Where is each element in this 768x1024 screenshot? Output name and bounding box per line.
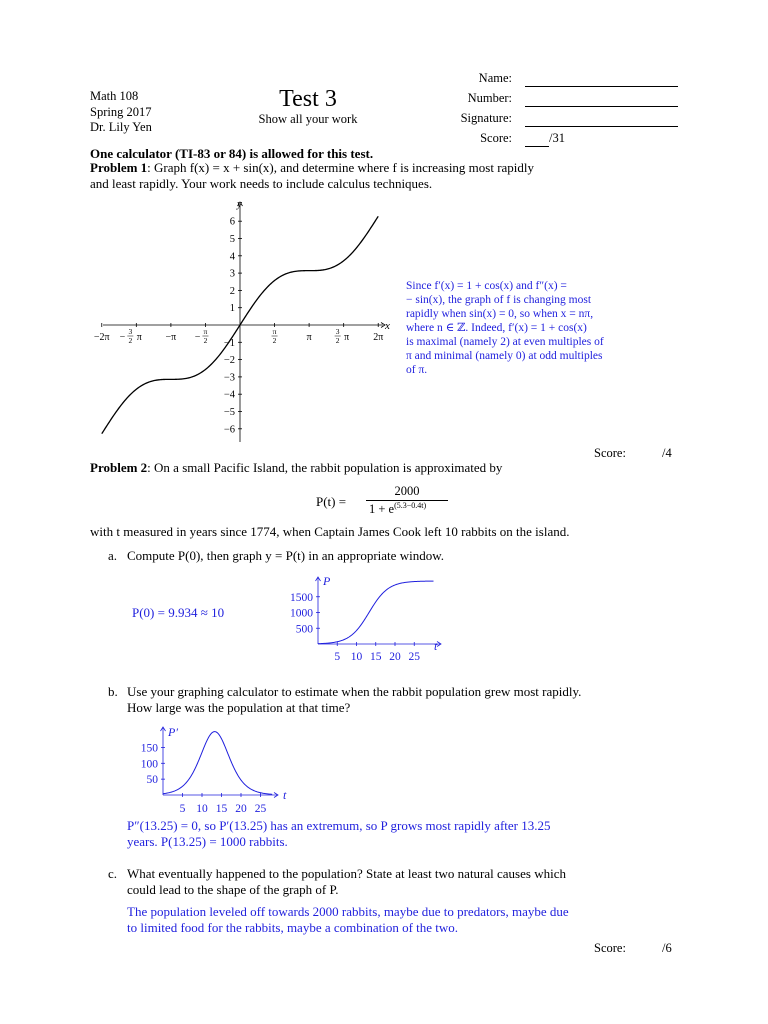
x-tick-label — [120, 327, 142, 345]
problem2-text: : On a small Pacific Island, the rabbit population is approximated by — [147, 460, 503, 475]
part-b-marker: b. — [108, 684, 118, 699]
x-tick-label: 15 — [370, 651, 382, 663]
graph-logistic-x-ticks — [334, 642, 420, 663]
calculator-note: One calculator (TI-83 or 84) is allowed for this test. — [90, 146, 374, 161]
svg-text:π: π — [344, 332, 350, 343]
y-tick-label: 1500 — [290, 591, 313, 604]
x-tick-label: 25 — [254, 803, 267, 815]
problem1-text-a: : Graph f(x) = x + sin(x), and determine where f is increasing most rapidly — [147, 160, 535, 175]
svg-text:π: π — [272, 327, 277, 336]
x-tick-label: 20 — [389, 651, 401, 663]
problem2-context: with t measured in years since 1774, when Captain James Cook left 10 rabbits on the island. — [90, 524, 570, 539]
answer-line: π and minimal (namely 0) at odd multiples — [406, 350, 603, 362]
number-field[interactable] — [525, 106, 678, 107]
problem1-text-b: and least rapidly. Your work needs to include calculus techniques. — [90, 176, 433, 191]
problem2-score-total: /6 — [662, 941, 672, 955]
formula-den-base: 1 + e — [369, 502, 395, 517]
x-tick-label — [195, 327, 209, 345]
formula-denominator — [369, 501, 426, 517]
part-b-answer-line: P″(13.25) = 0, so P′(13.25) has an extremum, so P grows most rapidly after 13.25 — [127, 818, 551, 833]
y-tick-label: 4 — [229, 251, 235, 263]
graph-f-axes — [103, 202, 385, 442]
part-b-question — [127, 684, 581, 716]
part-c-question-line: What eventually happened to the population? State at least two natural causes which — [127, 866, 566, 881]
x-tick-label: −π — [165, 332, 177, 343]
formula-den-exp: (5.3−0.4t) — [394, 501, 427, 510]
svg-text:3: 3 — [335, 327, 340, 336]
y-tick-label: −6 — [223, 424, 235, 436]
svg-text:π: π — [203, 327, 208, 336]
course-term: Spring 2017 — [90, 104, 152, 119]
y-tick-label: −3 — [223, 372, 235, 384]
part-c-answer-line: to limited food for the rabbits, maybe a combination of the two. — [127, 920, 459, 935]
part-b-answer-line: years. P(13.25) = 1000 rabbits. — [127, 834, 288, 849]
part-a-question: Compute P(0), then graph y = P(t) in an appropriate window. — [127, 548, 444, 563]
y-tick-label: 2 — [229, 285, 235, 297]
svg-text:π: π — [136, 332, 142, 343]
y-tick-label: 5 — [229, 234, 235, 245]
graph-derivative — [125, 723, 300, 815]
y-tick-label: 6 — [229, 216, 235, 228]
graph-derivative-axes — [161, 727, 279, 798]
part-c-question-line: could lead to the shape of the graph of P. — [127, 882, 339, 897]
part-c-answer — [127, 904, 569, 936]
x-tick-label: 10 — [350, 651, 363, 663]
y-tick-label: −4 — [223, 389, 235, 401]
instructor-name: Dr. Lily Yen — [90, 120, 152, 134]
graph-f — [85, 195, 405, 450]
svg-text:−: − — [194, 332, 201, 343]
svg-text:2: 2 — [335, 336, 340, 345]
answer-line: − sin(x), the graph of f is changing most — [406, 294, 592, 306]
formula-lhs: P(t) = — [316, 494, 347, 509]
problem2-label: Problem 2 — [90, 460, 148, 475]
graph-logistic-axes — [316, 577, 442, 647]
x-tick-label: π — [306, 332, 312, 343]
answer-line: is maximal (namely 2) at even multiples of — [406, 336, 604, 348]
graph-logistic-y-ticks — [290, 592, 320, 636]
graph-f-x-label: x — [385, 320, 390, 332]
number-label: Number: — [467, 91, 512, 105]
graph-logistic-x-label: t — [434, 639, 438, 653]
part-c-answer-line: The population leveled off towards 2000 rabbits, maybe due to predators, maybe due — [127, 904, 569, 919]
problem1-label: Problem 1 — [90, 160, 148, 175]
problem1-statement — [90, 160, 690, 192]
name-label: Name: — [478, 71, 512, 85]
x-tick-label: 2π — [373, 332, 384, 343]
y-tick-label: 500 — [295, 623, 313, 636]
answer-line: where n ∈ ℤ. Indeed, f′(x) = 1 + cos(x) — [406, 322, 587, 334]
x-tick-label: −2π — [93, 332, 110, 343]
x-tick-label: 10 — [196, 803, 208, 815]
svg-text:2: 2 — [203, 336, 208, 345]
graph-derivative-y-ticks — [141, 742, 165, 786]
svg-text:2: 2 — [128, 336, 133, 345]
part-a-answer: P(0) = 9.934 ≈ 10 — [132, 605, 225, 620]
part-a-marker: a. — [108, 548, 118, 563]
x-tick-label — [272, 327, 278, 345]
graph-logistic-curve — [318, 581, 434, 644]
x-tick-label: 25 — [408, 651, 420, 663]
graph-logistic-y-label: P — [323, 575, 331, 588]
answer-line: rapidly when sin(x) = 0, so when x = nπ, — [406, 308, 594, 320]
graph-derivative-x-label: t — [283, 788, 287, 802]
graph-derivative-curve — [163, 732, 272, 795]
x-tick-label — [335, 327, 350, 345]
svg-text:−: − — [119, 332, 126, 343]
formula-numerator: 2000 — [394, 484, 420, 498]
y-tick-label: 100 — [140, 758, 158, 771]
part-b-answer — [127, 818, 550, 850]
y-tick-label: 50 — [146, 774, 158, 787]
course-name: Math 108 — [90, 89, 139, 103]
y-tick-label: −5 — [223, 407, 235, 418]
answer-line: Since f′(x) = 1 + cos(x) and f″(x) = — [406, 280, 567, 292]
problem1-score-label: Score: — [594, 446, 626, 460]
part-b-question-line: Use your graphing calculator to estimate when the rabbit population grew most rapidly. — [127, 684, 582, 699]
test-subtitle: Show all your work — [258, 112, 358, 126]
svg-text:3: 3 — [128, 327, 133, 336]
problem1-answer — [406, 279, 604, 377]
test-title: Test 3 — [279, 86, 337, 112]
score-total: /31 — [549, 131, 565, 145]
graph-f-y-label: y — [237, 198, 242, 210]
problem1-score-total: /4 — [662, 446, 672, 460]
svg-text:2: 2 — [272, 336, 277, 345]
y-tick-label: −2 — [223, 355, 235, 367]
part-c-question — [127, 866, 566, 898]
score-label: Score: — [480, 131, 512, 145]
y-tick-label: 150 — [140, 742, 158, 755]
x-tick-label: 20 — [235, 803, 247, 815]
y-tick-label: −1 — [223, 337, 235, 349]
problem2-score-label: Score: — [594, 941, 626, 955]
part-b-question-line: How large was the population at that time? — [127, 700, 351, 715]
x-tick-label: 5 — [179, 803, 186, 815]
name-field[interactable] — [525, 86, 678, 87]
x-tick-label: 5 — [334, 651, 341, 663]
course-info — [90, 89, 152, 136]
y-tick-label: 1 — [229, 303, 235, 315]
y-tick-label: 1000 — [290, 607, 313, 620]
y-tick-label: 3 — [229, 268, 235, 280]
graph-logistic — [270, 575, 450, 667]
graph-derivative-x-ticks — [180, 793, 267, 815]
signature-field[interactable] — [525, 126, 678, 127]
part-c-marker: c. — [108, 866, 118, 881]
problem2-statement — [90, 460, 502, 476]
score-field[interactable] — [525, 146, 549, 147]
answer-line: of π. — [406, 364, 428, 376]
graph-derivative-y-label: P′ — [168, 725, 178, 739]
x-tick-label: 15 — [215, 803, 228, 815]
signature-label: Signature: — [460, 111, 512, 125]
